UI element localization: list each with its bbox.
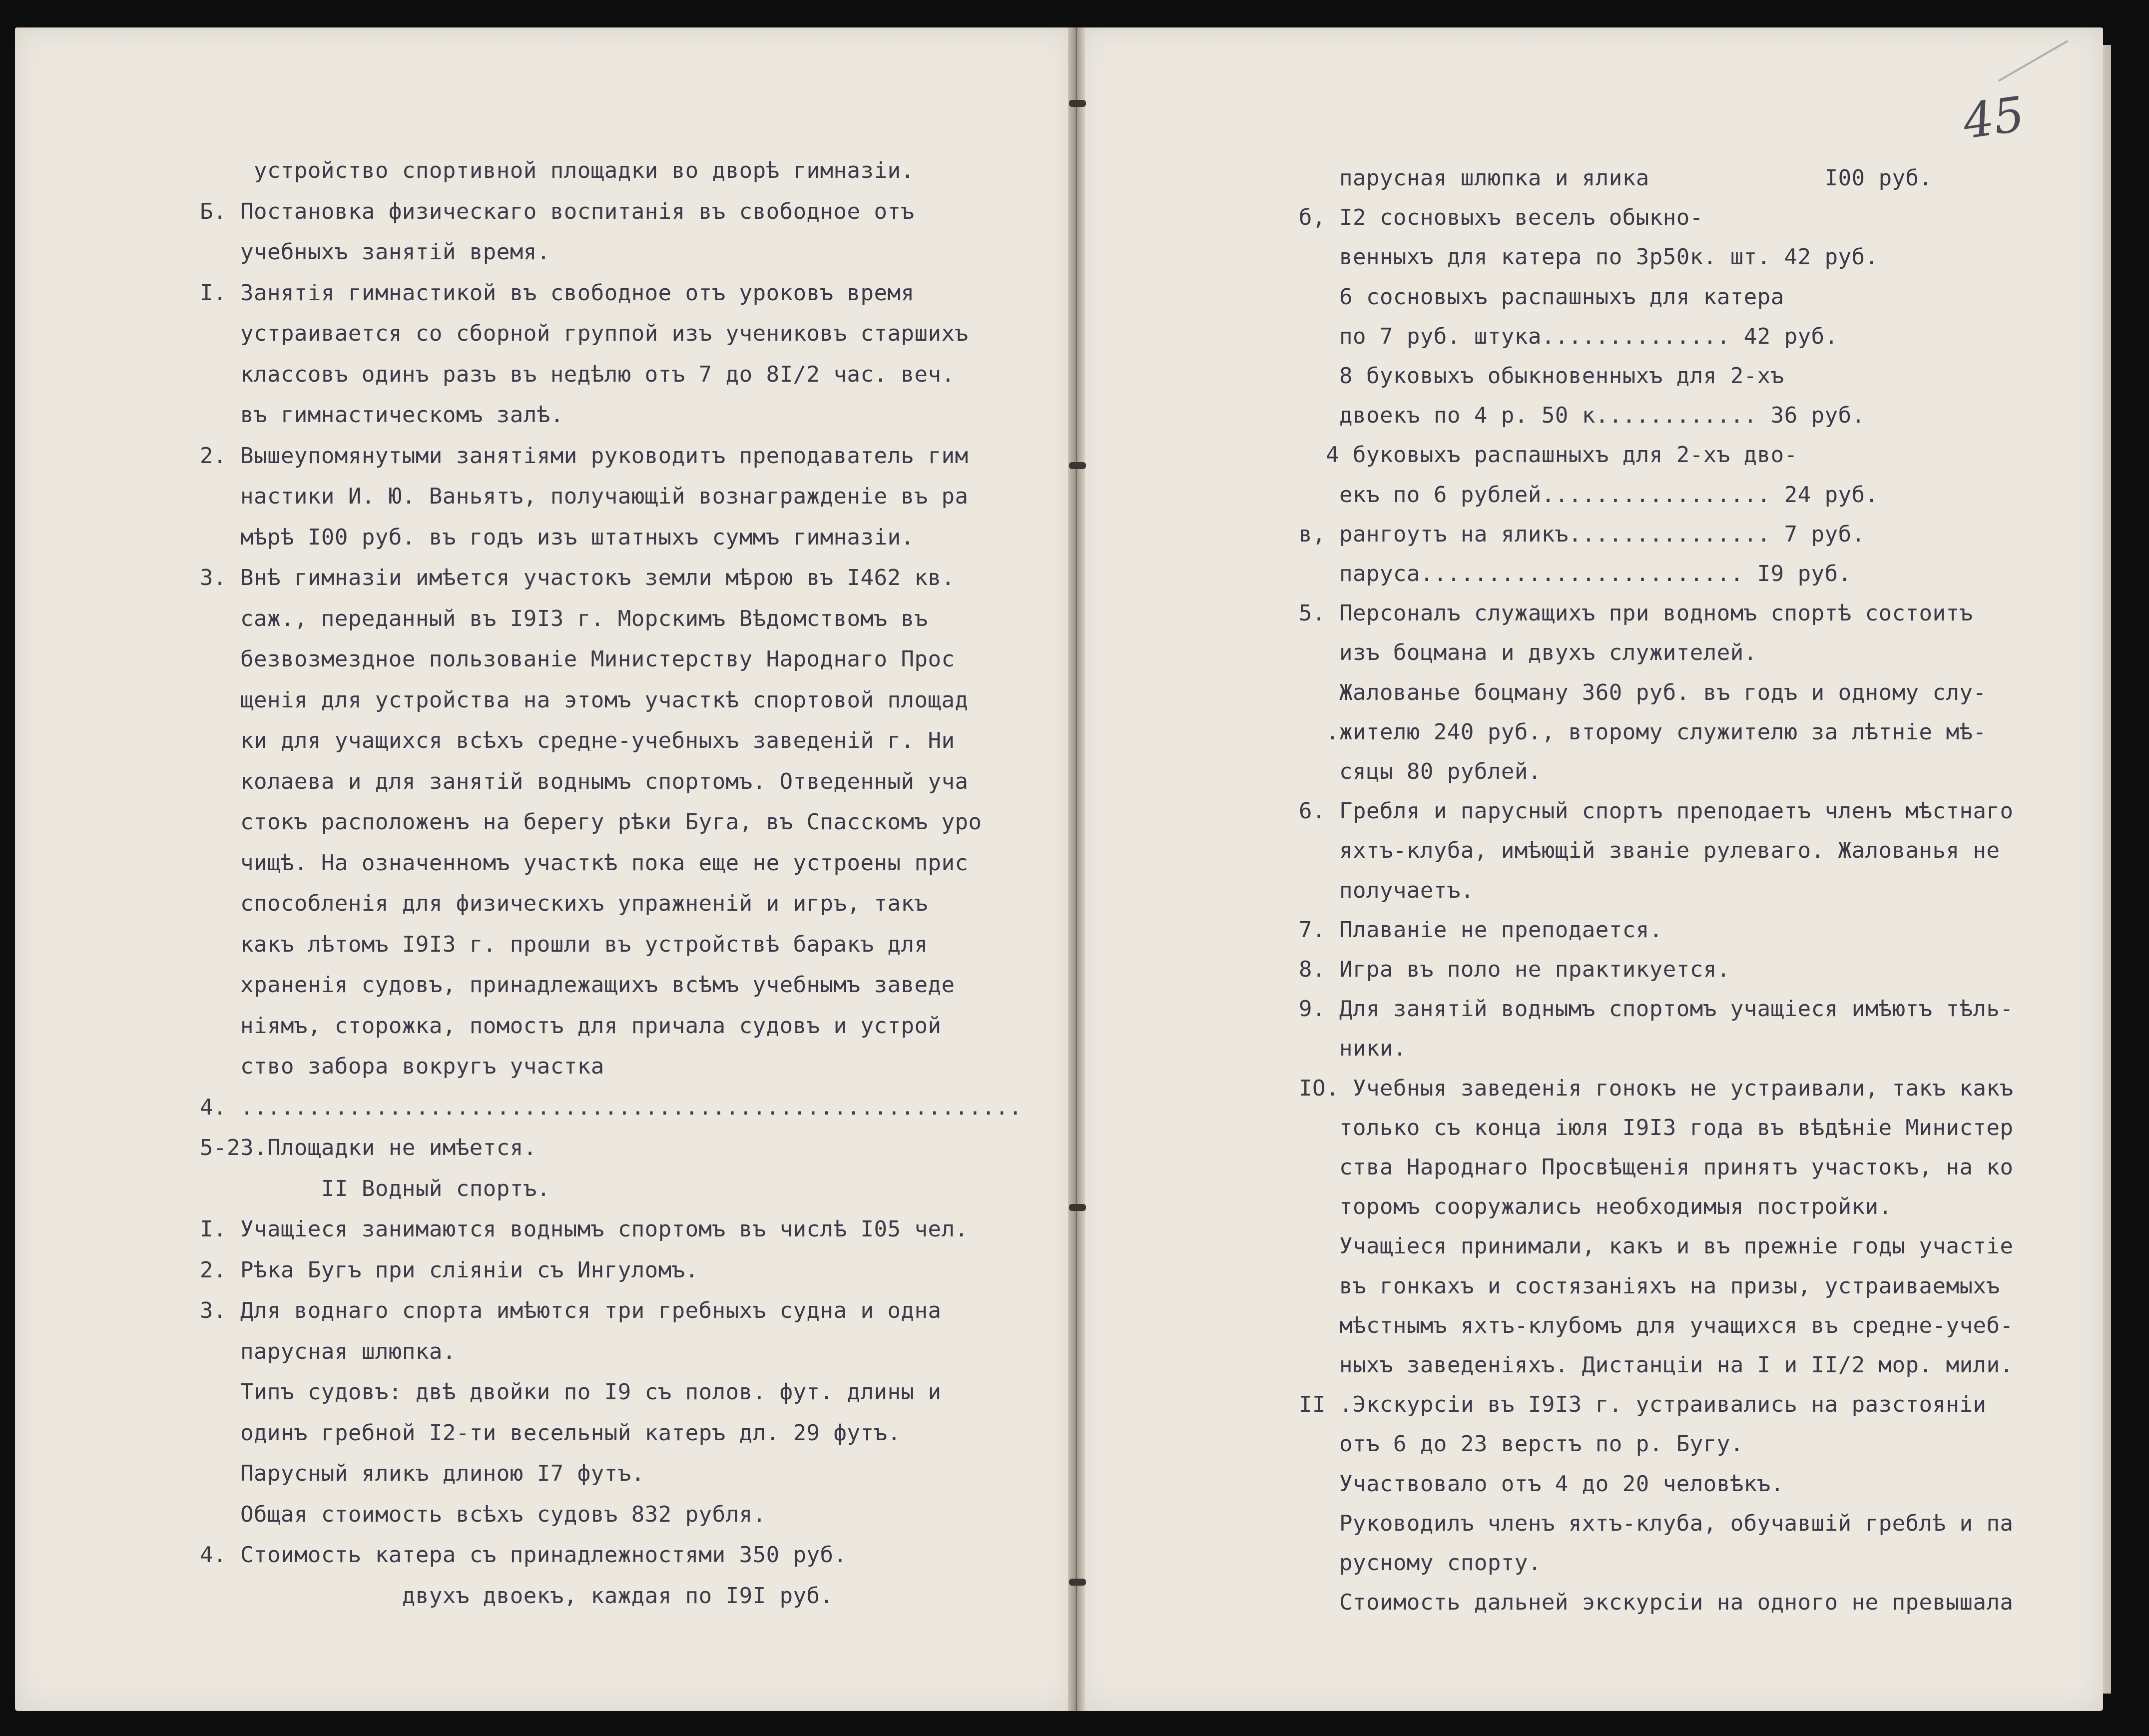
text-line: двухъ двоекъ, каждая по I9I руб. [200, 1583, 834, 1609]
text-line: 2. Вышеупомянутыми занятiями руководитъ преподаватель гим [200, 443, 969, 469]
text-line: 6. Гребля и парусный спортъ преподаетъ членъ мѣстнаго [1299, 798, 2014, 824]
text-line: ства Народнаго Просвѣщенiя принятъ участокъ, на ко [1299, 1155, 2014, 1180]
text-line: II Водный спортъ. [200, 1175, 550, 1201]
text-line: какъ лѣтомъ I9I3 г. прошли въ устройствѣ баракъ для [200, 931, 928, 957]
right-page [1079, 27, 2103, 1711]
text-line: колаева и для занятiй воднымъ спортомъ. Отведенный уча [200, 768, 969, 794]
text-line: 4. .......................................................... [200, 1094, 1023, 1120]
text-line: по 7 руб. штука.............. 42 руб. [1299, 323, 1838, 349]
text-line: 4. Стоимость катера съ принадлежностями 350 руб. [200, 1542, 847, 1568]
text-line: I. Занятiя гимнастикой въ свободное отъ уроковъ время [200, 280, 915, 306]
text-line: 6 сосновыхъ распашныхъ для катера [1299, 284, 1784, 310]
text-line: чищѣ. На означенномъ участкѣ пока еще не устроены прис [200, 850, 969, 876]
text-line: Руководилъ членъ яхтъ-клуба, обучавшiй греблѣ и па [1299, 1510, 2014, 1536]
text-line: изъ боцмана и двухъ служителей. [1299, 640, 1757, 666]
text-line: ство забора вокругъ участка [200, 1054, 604, 1079]
text-line: мѣстнымъ яхтъ-клубомъ для учащихся въ средне-учеб- [1299, 1312, 2014, 1338]
text-line: 8. Игра въ поло не практикуется. [1299, 957, 1730, 982]
staple [1069, 100, 1086, 107]
text-line: 7. Плаванiе не преподается. [1299, 917, 1663, 943]
text-line: IO. Учебныя заведенiя гонокъ не устраивали, такъ какъ [1299, 1075, 2014, 1101]
text-line: способленiя для физическихъ упражненiй и игръ, такъ [200, 891, 928, 916]
staple [1069, 462, 1086, 469]
text-line: Парусный яликъ длиною I7 футъ. [200, 1461, 645, 1486]
text-line: ныхъ заведенiяхъ. Дистанцiи на I и II/2 мор. мили. [1299, 1352, 2014, 1378]
text-line: I. Учащiеся занимаются воднымъ спортомъ въ числѣ I05 чел. [200, 1216, 969, 1242]
text-line: парусная шлюпка и ялика I00 руб. [1299, 165, 1933, 191]
text-line: Участвовало отъ 4 до 20 человѣкъ. [1299, 1471, 1784, 1497]
text-line: б, I2 сосновыхъ веселъ обыкно- [1299, 205, 1703, 231]
text-line: Стоимость дальней экскурсiи на одного не превышала [1299, 1590, 2014, 1616]
text-line: стокъ расположенъ на берегу рѣки Буга, въ Спасскомъ уро [200, 809, 982, 835]
text-line: ники. [1299, 1036, 1407, 1062]
text-line: одинъ гребной I2-ти весельный катеръ дл. 29 футъ. [200, 1420, 901, 1446]
text-line: получаетъ. [1299, 877, 1474, 903]
text-line: яхтъ-клуба, имѣющiй званiе рулеваго. Жалованья не [1299, 838, 2000, 864]
staple [1069, 1579, 1086, 1586]
text-line: нiямъ, сторожка, помостъ для причала судовъ и устрой [200, 1013, 942, 1039]
text-line: устраивается со сборной группой изъ учениковъ старшихъ [200, 321, 969, 346]
text-line: щенiя для устройства на этомъ участкѣ спортовой площад [200, 687, 969, 713]
text-line: 3. Для воднаго спорта имѣются три гребныхъ судна и одна [200, 1298, 942, 1323]
text-line: Общая стоимость всѣхъ судовъ 832 рубля. [200, 1501, 766, 1527]
text-line: ки для учащихся всѣхъ средне-учебныхъ заведенiй г. Ни [200, 728, 955, 753]
text-line: 5-23.Площадки не имѣется. [200, 1135, 537, 1160]
text-line: паруса........................ I9 руб. [1299, 561, 1852, 586]
text-line: настики И. Ю. Ваньятъ, получающiй вознагражденiе въ ра [200, 484, 969, 509]
text-line: екъ по 6 рублей................. 24 руб. [1299, 482, 1879, 508]
book-spine [1068, 27, 1085, 1711]
text-line: храненiя судовъ, принадлежащихъ всѣмъ учебнымъ заведе [200, 972, 955, 998]
text-line: 5. Персоналъ служащихъ при водномъ спортѣ состоитъ [1299, 600, 1973, 626]
text-line: 8 буковыхъ обыкновенныхъ для 2-хъ [1299, 363, 1784, 389]
text-line: только съ конца iюля I9I3 года въ вѣдѣнiе Министер [1299, 1115, 2014, 1141]
text-line: торомъ сооружались необходимыя постройки. [1299, 1194, 1892, 1220]
text-line: отъ 6 до 23 верстъ по р. Бугу. [1299, 1431, 1744, 1457]
text-line: классовъ одинъ разъ въ недѣлю отъ 7 до 8I/2 час. веч. [200, 361, 955, 387]
text-line: Жалованье боцману 360 руб. въ годъ и одному слу- [1299, 679, 1987, 705]
text-line: русному спорту. [1299, 1550, 1542, 1576]
folio-number: 45 [1959, 86, 2028, 150]
text-line: Типъ судовъ: двѣ двойки по I9 съ полов. фут. длины и [200, 1379, 942, 1405]
text-line: Б. Постановка физическаго воспитанiя въ свободное отъ [200, 198, 915, 224]
text-line: устройство спортивной площадки во дворѣ гимназiи. [200, 158, 915, 183]
text-line: венныхъ для катера по 3р50к. шт. 42 руб. [1299, 244, 1879, 270]
text-line: парусная шлюпка. [200, 1338, 456, 1364]
text-line: в, рангоутъ на яликъ............... 7 руб. [1299, 521, 1865, 547]
text-line: безвозмездное пользованiе Министерству Народнаго Прос [200, 646, 955, 672]
text-line: 9. Для занятiй воднымъ спортомъ учащiеся имѣютъ тѣль- [1299, 996, 2014, 1022]
text-line: II .Экскурсiи въ I9I3 г. устраивались на разстоянiи [1299, 1392, 1987, 1418]
text-line: мѣрѣ I00 руб. въ годъ изъ штатныхъ суммъ гимназiи. [200, 524, 915, 550]
text-line: 2. Рѣка Бугъ при слiянiи съ Ингуломъ. [200, 1257, 699, 1283]
text-line: .жителю 240 руб., второму служителю за лѣтнiе мѣ- [1299, 719, 1987, 745]
text-line: сяцы 80 рублей. [1299, 759, 1542, 784]
text-line: 3. Внѣ гимназiи имѣется участокъ земли мѣрою въ I462 кв. [200, 565, 955, 590]
text-line: Учащiеся принимали, какъ и въ прежнiе годы участiе [1299, 1233, 2014, 1259]
text-line: учебныхъ занятiй время. [200, 239, 550, 265]
staple [1069, 1204, 1086, 1211]
text-line: въ гонкахъ и состязанiяхъ на призы, устраиваемыхъ [1299, 1273, 2000, 1299]
text-line: саж., переданный въ I9I3 г. Морскимъ Вѣдомствомъ въ [200, 605, 928, 631]
text-line: двоекъ по 4 р. 50 к............ 36 руб. [1299, 403, 1865, 429]
text-line: въ гимнастическомъ залѣ. [200, 402, 564, 428]
text-line: 4 буковыхъ распашныхъ для 2-хъ дво- [1299, 442, 1798, 468]
